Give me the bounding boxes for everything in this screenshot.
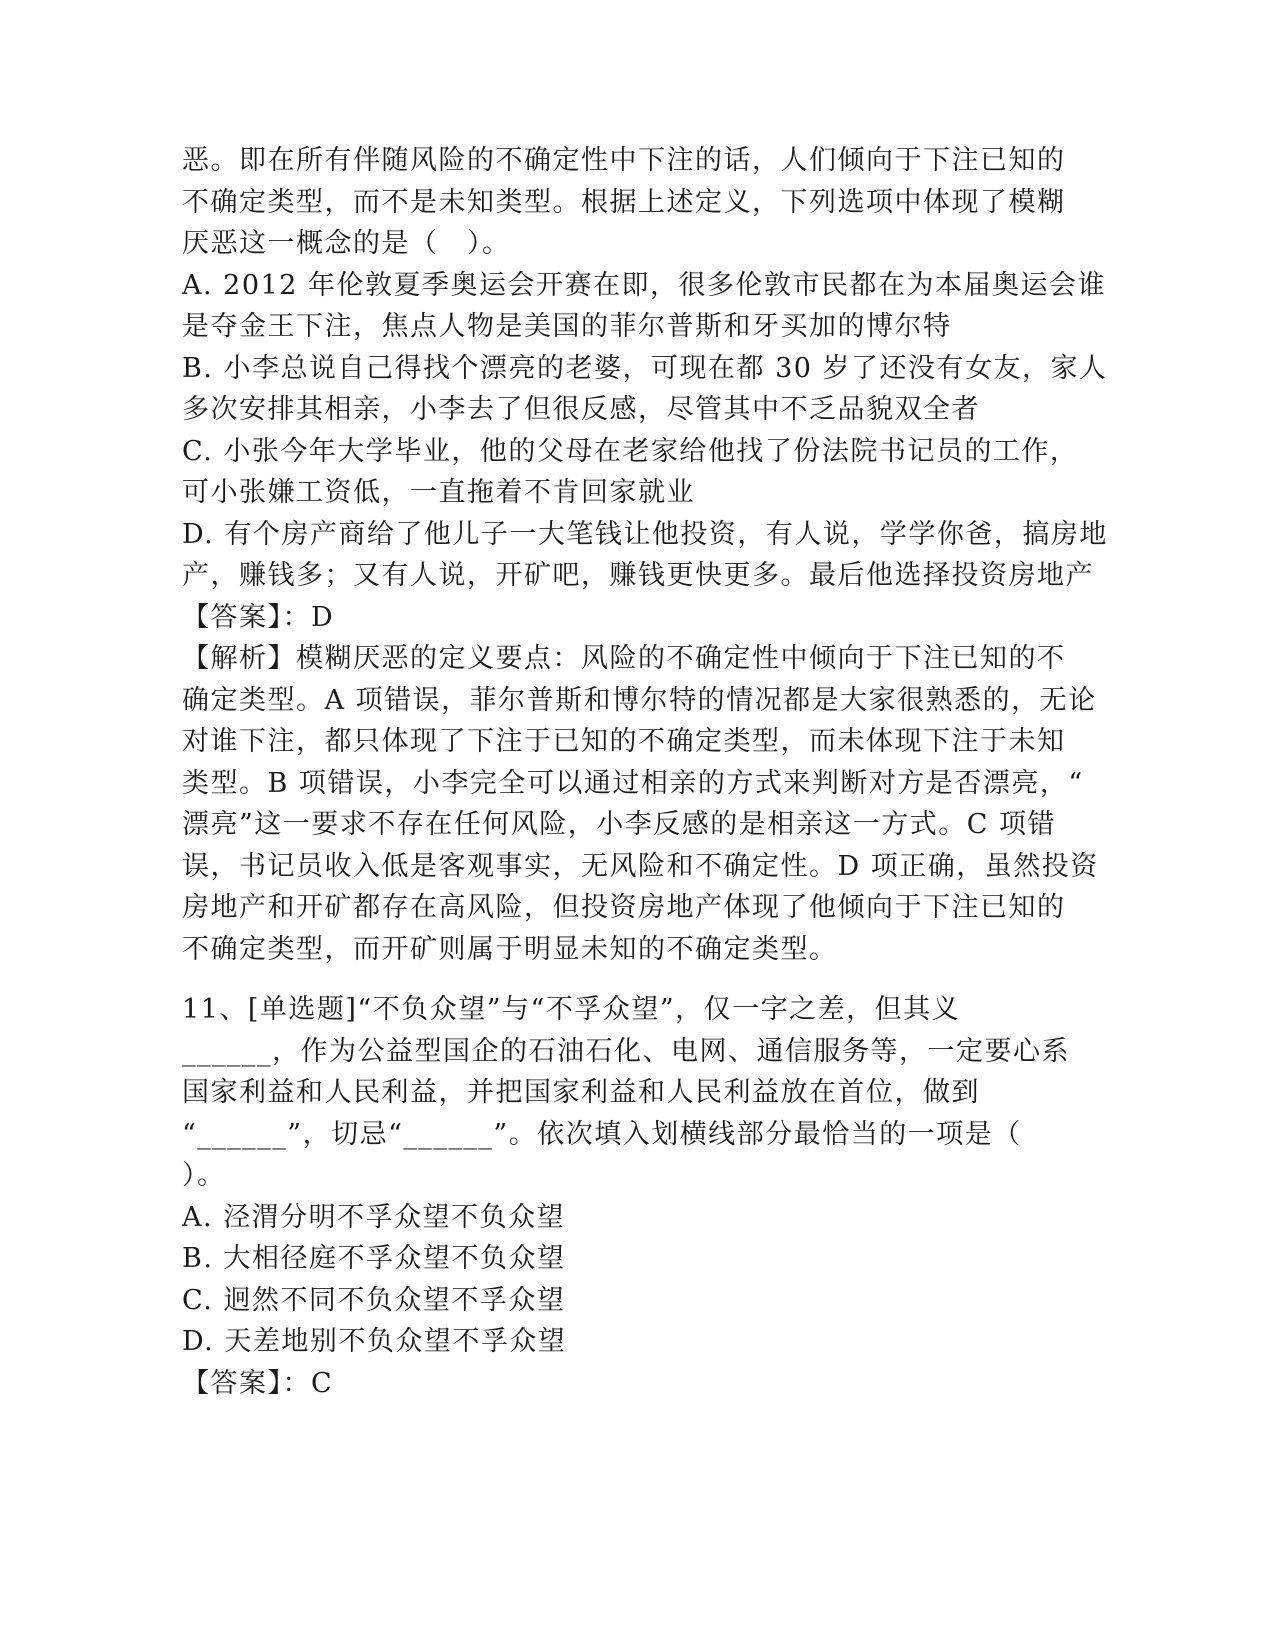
stem-line: 恶。即在所有伴随风险的不确定性中下注的话，人们倾向于下注已知的 <box>182 145 1066 176</box>
stem-line: 国家利益和人民利益，并把国家利益和人民利益放在首位，做到 <box>182 1077 980 1108</box>
question-10-stem <box>182 140 1082 265</box>
document-page <box>182 140 1108 1404</box>
question-11-answer: 【答案】：C <box>182 1367 334 1399</box>
analysis-line: 【解析】模糊厌恶的定义要点：风险的不确定性中倾向于下注已知的不 <box>182 643 1066 674</box>
question-10-option-b <box>182 348 1108 431</box>
option-line: C. 小张今年大学毕业，他的父母在老家给他找了份法院书记员的工作， <box>182 435 1079 467</box>
option-line: B. 小李总说自己得找个漂亮的老婆，可现在都 30 岁了还没有女友，家人 <box>182 352 1108 384</box>
question-10-option-c <box>182 431 1082 514</box>
question-10-option-d <box>182 514 1108 597</box>
analysis-line: 对谁下注，都只体现了下注于已知的不确定类型，而未体现下注于未知 <box>182 726 1066 757</box>
option-line: 多次安排其相亲，小李去了但很反感，尽管其中不乏品貌双全者 <box>182 394 980 425</box>
option-line: 可小张嫌工资低，一直拖着不肯回家就业 <box>182 477 695 508</box>
question-separator <box>182 970 1082 989</box>
analysis-line: 不确定类型，而开矿则属于明显未知的不确定类型。 <box>182 933 838 965</box>
option-line: D. 有个房产商给了他儿子一大笔钱让他投资，有人说，学学你爸，搞房地 <box>182 518 1108 550</box>
analysis-line: 类型。B 项错误，小李完全可以通过相亲的方式来判断对方是否漂亮，“ <box>182 767 1084 799</box>
analysis-line: 房地产和开矿都存在高风险，但投资房地产体现了他倾向于下注已知的 <box>182 892 1066 923</box>
option-line: A. 2012 年伦敦夏季奥运会开赛在即，很多伦敦市民都在为本届奥运会谁 <box>182 269 1106 301</box>
question-11-option-b: B. 大相径庭不孚众望不负众望 <box>182 1243 566 1274</box>
stem-line: ______，作为公益型国企的石油石化、电网、通信服务等，一定要心系 <box>182 1035 1070 1067</box>
question-11-option-c: C. 迥然不同不负众望不孚众望 <box>182 1284 566 1316</box>
stem-line: 厌恶这一概念的是（ ）。 <box>182 228 511 259</box>
question-11-stem <box>182 989 1082 1197</box>
question-11-option-d: D. 天差地别不负众望不孚众望 <box>182 1326 567 1357</box>
option-line: 产，赚钱多；又有人说，开矿吧，赚钱更快更多。最后他选择投资房地产 <box>182 560 1094 591</box>
analysis-line: 确定类型。A 项错误，菲尔普斯和博尔特的情况都是大家很熟悉的，无论 <box>182 684 1097 716</box>
question-10-option-a <box>182 265 1106 348</box>
question-11-option-a: A. 泾渭分明不孚众望不负众望 <box>182 1201 566 1233</box>
stem-line: 不确定类型，而不是未知类型。根据上述定义，下列选项中体现了模糊 <box>182 186 1066 218</box>
question-10-analysis <box>182 638 1099 970</box>
option-line: 是夺金王下注，焦点人物是美国的菲尔普斯和牙买加的博尔特 <box>182 311 952 342</box>
stem-line: ）。 <box>182 1160 226 1191</box>
question-10-answer: 【答案】：D <box>182 601 335 633</box>
analysis-line: 漂亮”这一要求不存在任何风险，小李反感的是相亲这一方式。C 项错 <box>182 809 1057 840</box>
stem-line: 11、[单选题]“不负众望”与“不孚众望”，仅一字之差，但其义 <box>182 994 961 1025</box>
stem-line: “______”，切忌“______”。依次填入划横线部分最恰当的一项是（ <box>182 1118 1022 1150</box>
analysis-line: 误，书记员收入低是客观事实，无风险和不确定性。D 项正确，虽然投资 <box>182 850 1099 882</box>
